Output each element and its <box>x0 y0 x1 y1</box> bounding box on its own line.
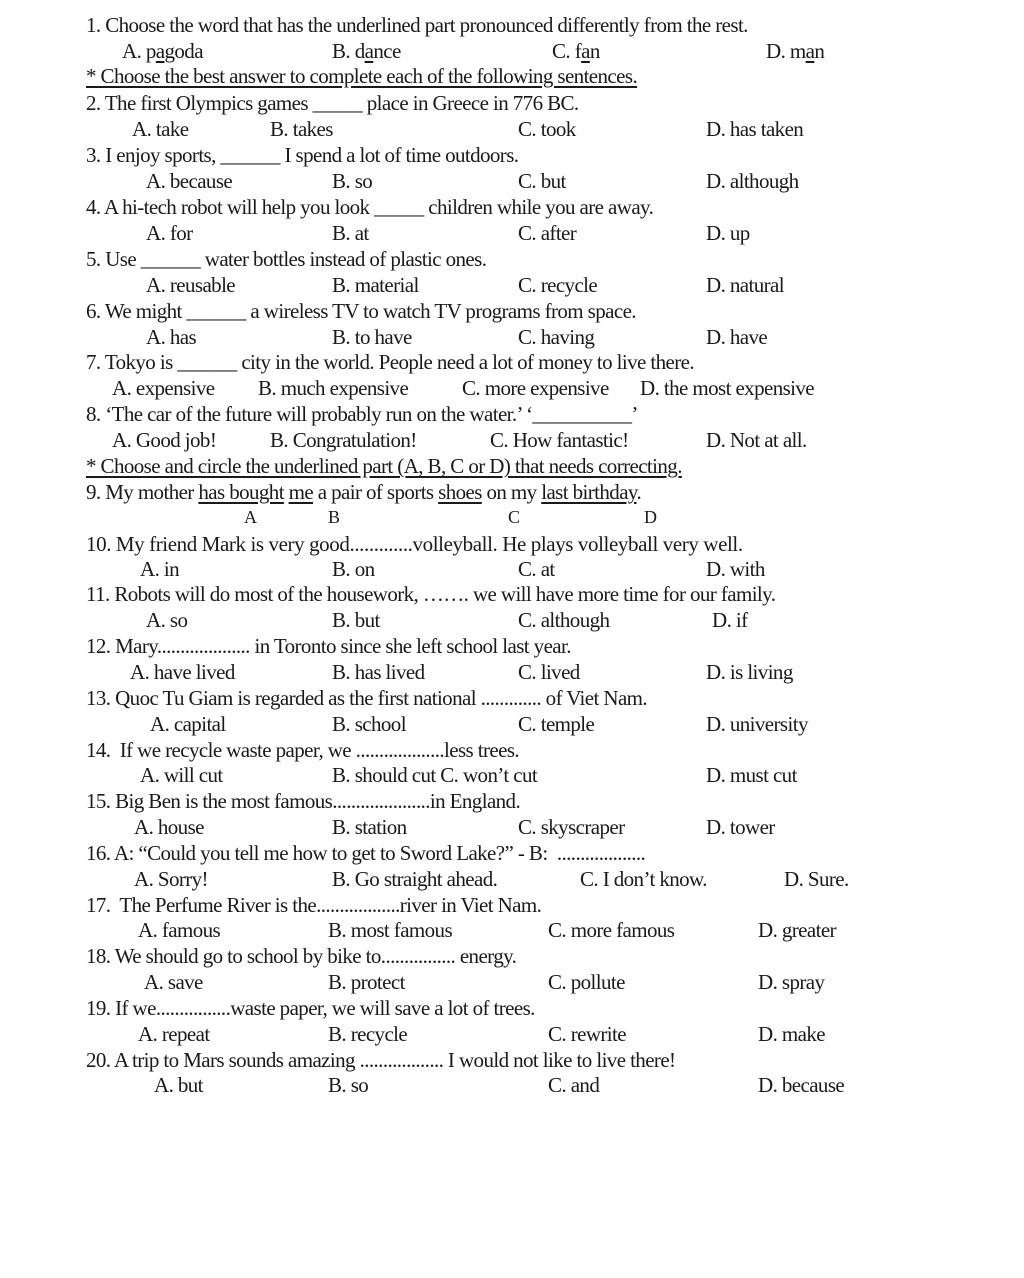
question-7-option-a[interactable]: A. expensive <box>112 376 215 400</box>
question-11-option-c[interactable]: C. although <box>518 608 610 632</box>
question-13-option-b[interactable]: B. school <box>332 712 406 736</box>
question-2-option-b[interactable]: B. takes <box>270 117 333 141</box>
part-label-c: C <box>508 507 521 527</box>
question-10-option-a[interactable]: A. in <box>140 557 180 581</box>
question-10-option-d[interactable]: D. with <box>706 557 765 581</box>
question-3-stem: 3. I enjoy sports, ______ I spend a lot of time outdoors. <box>86 143 519 167</box>
question-2-option-d[interactable]: D. has taken <box>706 117 804 141</box>
question-18-option-b[interactable]: B. protect <box>328 970 405 994</box>
question-19-stem: 19. If we................waste paper, we will save a lot of trees. <box>86 996 535 1020</box>
question-4-stem: 4. A hi-tech robot will help you look _____ children while you are away. <box>86 195 654 219</box>
question-20-option-d[interactable]: D. because <box>758 1073 845 1097</box>
underlined-letter: a <box>364 39 374 63</box>
question-1-option-d[interactable] <box>766 38 824 64</box>
question-18-option-a[interactable]: A. save <box>144 970 203 994</box>
underlined-letter: a <box>155 39 165 63</box>
option-text: A. p <box>122 39 156 63</box>
question-13-stem: 13. Quoc Tu Giam is regarded as the first national ............. of Viet Nam. <box>86 686 648 710</box>
question-2-option-c[interactable]: C. took <box>518 117 576 141</box>
question-4-option-d[interactable]: D. up <box>706 221 750 245</box>
question-4-option-c[interactable]: C. after <box>518 221 577 245</box>
question-9-stem <box>86 479 641 505</box>
question-19-option-a[interactable]: A. repeat <box>138 1022 210 1046</box>
question-7-option-d[interactable]: D. the most expensive <box>640 376 815 400</box>
question-8-option-c[interactable]: C. How fantastic! <box>490 428 629 452</box>
question-18-stem: 18. We should go to school by bike to................ energy. <box>86 944 517 968</box>
question-19-option-c[interactable]: C. rewrite <box>548 1022 626 1046</box>
question-13-option-a[interactable]: A. capital <box>150 712 226 736</box>
question-15-option-d[interactable]: D. tower <box>706 815 775 839</box>
stem-text: a pair of sports <box>313 480 439 504</box>
question-16-stem: 16. A: “Could you tell me how to get to Sword Lake?” - B: ................... <box>86 841 646 865</box>
question-19-option-d[interactable]: D. make <box>758 1022 825 1046</box>
question-15-option-c[interactable]: C. skyscraper <box>518 815 625 839</box>
question-2-stem: 2. The first Olympics games _____ place in Greece in 776 BC. <box>86 91 579 115</box>
option-text: n <box>814 39 825 63</box>
option-text: goda <box>164 39 203 63</box>
question-16-option-d[interactable]: D. Sure. <box>784 867 849 891</box>
option-text: B. d <box>332 39 365 63</box>
section-instruction: * Choose the best answer to complete each of the following sentences. <box>86 64 638 88</box>
question-4-option-a[interactable]: A. for <box>146 221 193 245</box>
question-8-stem: 8. ‘The car of the future will probably run on the water.’ ‘__________’ <box>86 402 638 426</box>
question-1-stem: 1. Choose the word that has the underlined part pronounced differently from the rest. <box>86 13 748 37</box>
option-text: nce <box>373 39 401 63</box>
question-1-option-a[interactable] <box>122 38 203 64</box>
question-17-option-d[interactable]: D. greater <box>758 918 836 942</box>
question-5-option-c[interactable]: C. recycle <box>518 273 598 297</box>
question-14-stem: 14. If we recycle waste paper, we ...................less trees. <box>86 738 520 762</box>
question-17-option-c[interactable]: C. more famous <box>548 918 675 942</box>
question-6-option-a[interactable]: A. has <box>146 325 197 349</box>
option-text: n <box>589 39 600 63</box>
question-13-option-d[interactable]: D. university <box>706 712 808 736</box>
question-1-option-c[interactable] <box>552 38 600 64</box>
question-17-option-b[interactable]: B. most famous <box>328 918 453 942</box>
question-20-stem: 20. A trip to Mars sounds amazing .................. I would not like to live there! <box>86 1048 676 1072</box>
question-6-option-d[interactable]: D. have <box>706 325 768 349</box>
question-17-stem: 17. The Perfume River is the..................river in Viet Nam. <box>86 893 542 917</box>
question-19-option-b[interactable]: B. recycle <box>328 1022 408 1046</box>
question-5-option-b[interactable]: B. material <box>332 273 419 297</box>
part-label-b: B <box>328 507 341 527</box>
option-text: C. f <box>552 39 582 63</box>
question-11-option-b[interactable]: B. but <box>332 608 380 632</box>
part-label-d: D <box>644 507 657 527</box>
question-16-option-a[interactable]: A. Sorry! <box>134 867 208 891</box>
question-12-option-c[interactable]: C. lived <box>518 660 580 684</box>
question-8-option-b[interactable]: B. Congratulation! <box>270 428 417 452</box>
question-12-stem: 12. Mary.................... in Toronto since she left school last year. <box>86 634 571 658</box>
underlined-part-d[interactable]: last birthday <box>541 480 637 504</box>
question-6-option-b[interactable]: B. to have <box>332 325 412 349</box>
underlined-part-a[interactable]: has bought <box>198 480 284 504</box>
stem-text: on my <box>481 480 542 504</box>
question-17-option-a[interactable]: A. famous <box>138 918 221 942</box>
question-6-stem: 6. We might ______ a wireless TV to watch TV programs from space. <box>86 299 636 323</box>
question-11-stem: 11. Robots will do most of the housework, ……. we will have more time for our family. <box>86 582 776 606</box>
question-20-option-c[interactable]: C. and <box>548 1073 600 1097</box>
underlined-letter: a <box>581 39 590 63</box>
question-11-option-d[interactable]: D. if <box>712 608 748 632</box>
question-5-option-d[interactable]: D. natural <box>706 273 784 297</box>
question-12-option-d[interactable]: D. is living <box>706 660 793 684</box>
question-13-option-c[interactable]: C. temple <box>518 712 595 736</box>
section-instruction: * Choose and circle the underlined part (A, B, C or D) that needs correcting. <box>86 454 682 478</box>
stem-text: 9. My mother <box>86 480 199 504</box>
question-16-option-c[interactable]: C. I don’t know. <box>580 867 707 891</box>
question-20-option-a[interactable]: A. but <box>154 1073 203 1097</box>
question-18-option-d[interactable]: D. spray <box>758 970 825 994</box>
stem-text: . <box>636 480 642 504</box>
question-14-option-bc[interactable]: B. should cut C. won’t cut <box>332 763 538 787</box>
question-12-option-b[interactable]: B. has lived <box>332 660 425 684</box>
underlined-part-b[interactable]: me <box>288 480 314 504</box>
question-7-option-b[interactable]: B. much expensive <box>258 376 409 400</box>
question-10-stem: 10. My friend Mark is very good.............volleyball. He plays volleyball very well. <box>86 532 743 556</box>
question-14-option-d[interactable]: D. must cut <box>706 763 797 787</box>
question-3-option-d[interactable]: D. although <box>706 169 799 193</box>
question-16-option-b[interactable]: B. Go straight ahead. <box>332 867 498 891</box>
question-15-stem: 15. Big Ben is the most famous.....................in England. <box>86 789 521 813</box>
question-8-option-d[interactable]: D. Not at all. <box>706 428 807 452</box>
question-5-option-a[interactable]: A. reusable <box>146 273 236 297</box>
part-label-a: A <box>244 507 257 527</box>
question-15-option-a[interactable]: A. house <box>134 815 204 839</box>
underlined-letter: a <box>805 39 815 63</box>
question-5-stem: 5. Use ______ water bottles instead of plastic ones. <box>86 247 487 271</box>
question-7-stem: 7. Tokyo is ______ city in the world. People need a lot of money to live there. <box>86 350 695 374</box>
question-3-option-c[interactable]: C. but <box>518 169 566 193</box>
question-10-option-b[interactable]: B. on <box>332 557 375 581</box>
question-11-option-a[interactable]: A. so <box>146 608 188 632</box>
question-20-option-b[interactable]: B. so <box>328 1073 369 1097</box>
question-15-option-b[interactable]: B. station <box>332 815 407 839</box>
question-4-option-b[interactable]: B. at <box>332 221 369 245</box>
question-7-option-c[interactable]: C. more expensive <box>462 376 609 400</box>
question-2-option-a[interactable]: A. take <box>132 117 189 141</box>
option-text: D. m <box>766 39 806 63</box>
question-10-option-c[interactable]: C. at <box>518 557 555 581</box>
question-6-option-c[interactable]: C. having <box>518 325 595 349</box>
question-18-option-c[interactable]: C. pollute <box>548 970 625 994</box>
question-8-option-a[interactable]: A. Good job! <box>112 428 217 452</box>
question-12-option-a[interactable]: A. have lived <box>130 660 235 684</box>
question-3-option-a[interactable]: A. because <box>146 169 233 193</box>
underlined-part-c[interactable]: shoes <box>438 480 482 504</box>
question-14-option-a[interactable]: A. will cut <box>140 763 223 787</box>
question-1-option-b[interactable] <box>332 38 401 64</box>
question-3-option-b[interactable]: B. so <box>332 169 373 193</box>
